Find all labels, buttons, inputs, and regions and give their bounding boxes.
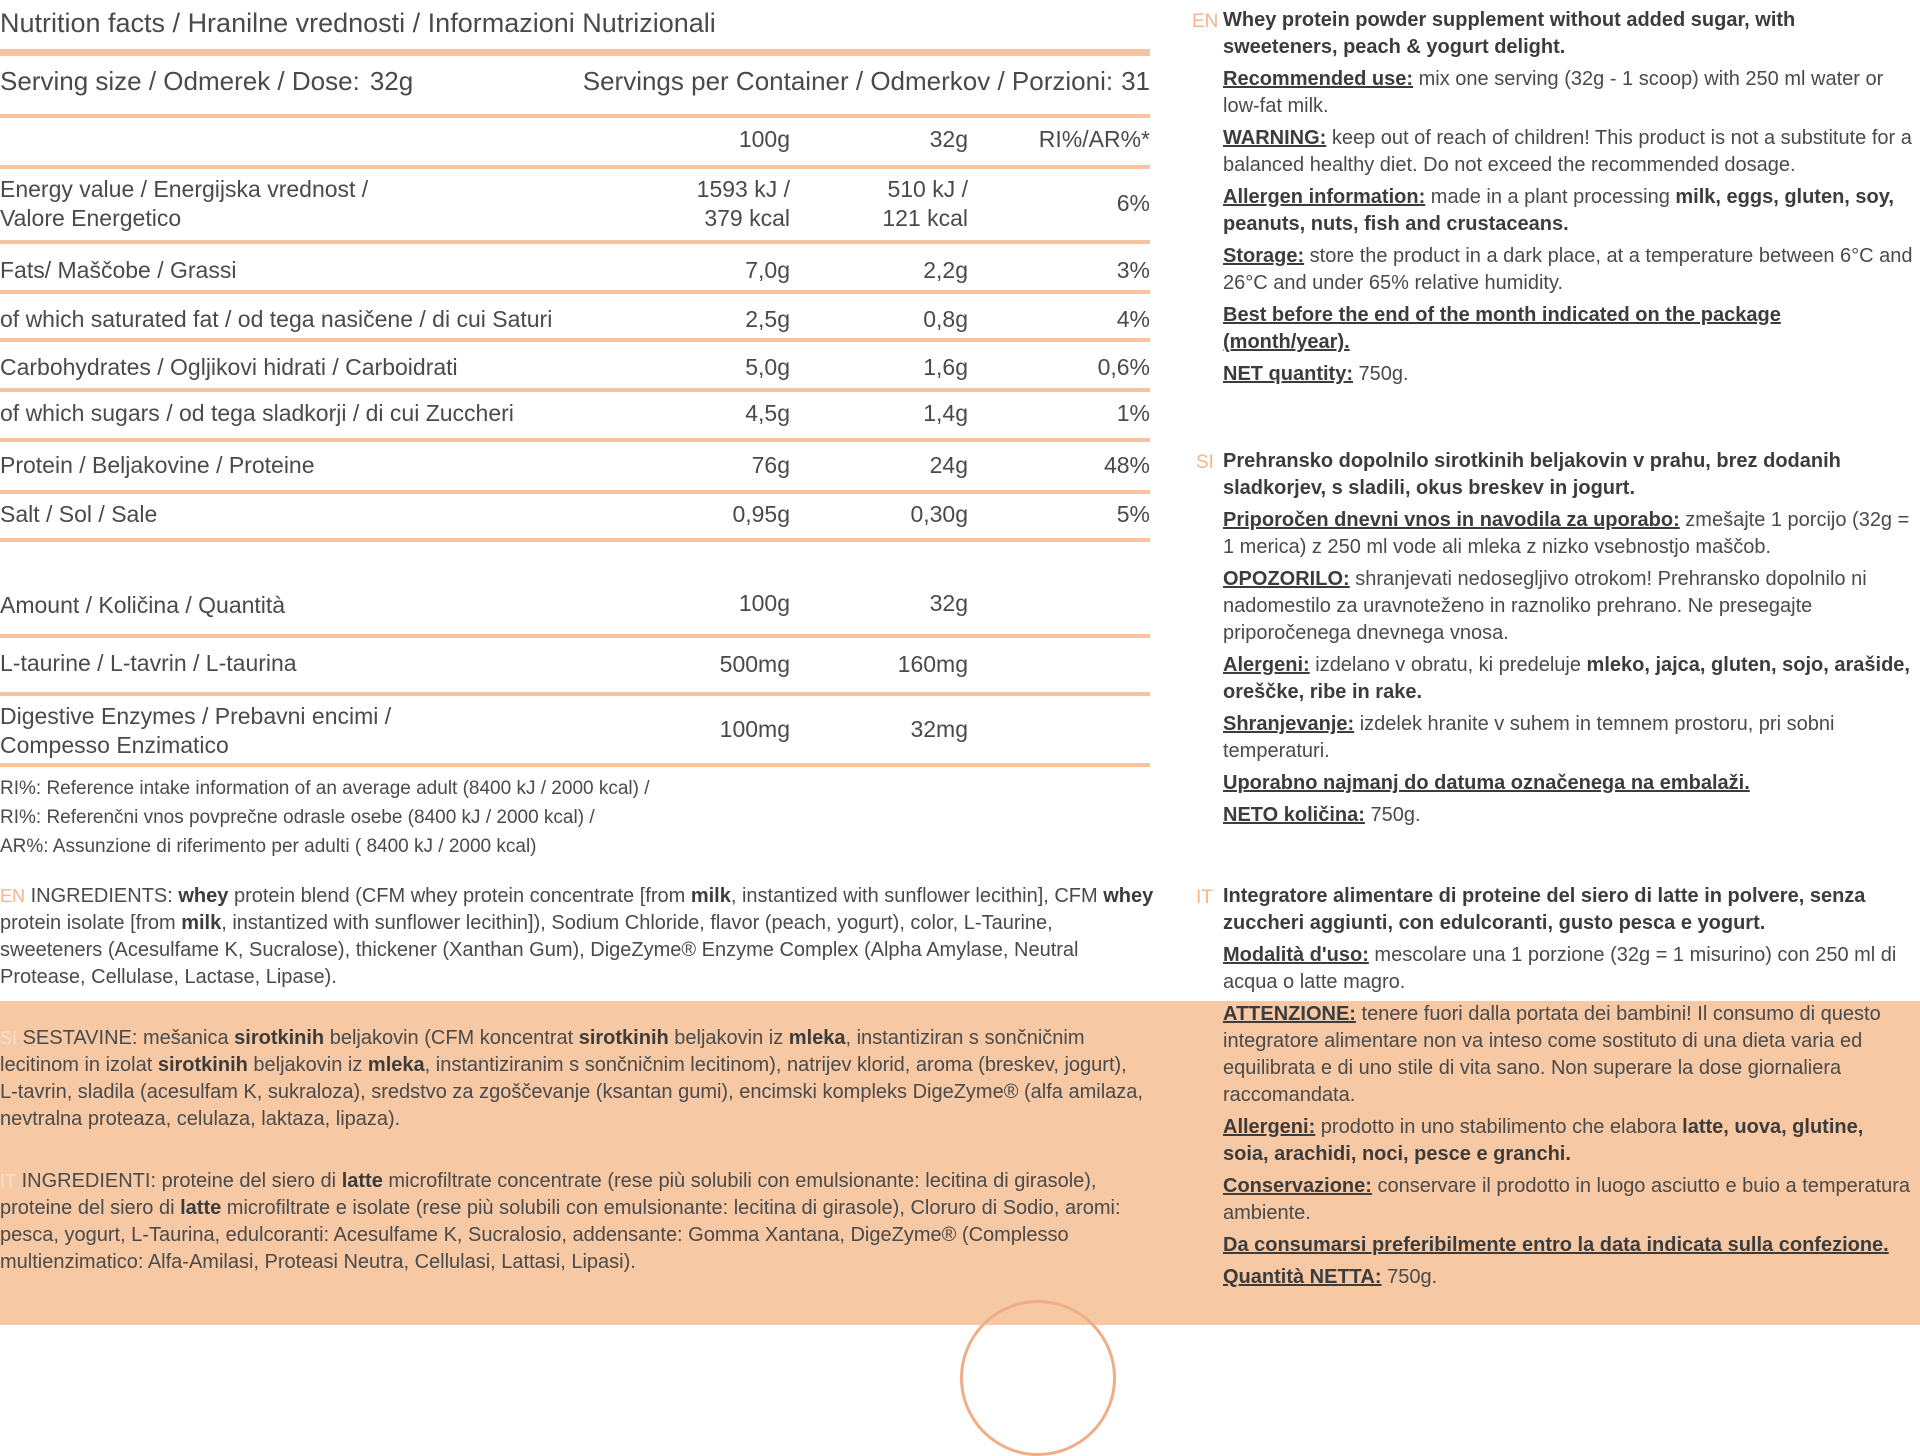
- section-title: Prehransko dopolnilo sirotkinih beljakovin v prahu, brez dodanih sladkorjev, s sladili, okus breskev in jogurt.: [1223, 450, 1841, 499]
- value-per-32g: 1,6g: [923, 354, 968, 380]
- nutrient-name: Carbohydrates / Ogljikovi hidrati / Carboidrati: [0, 354, 458, 380]
- underlined-label: OPOZORILO:: [1223, 568, 1350, 590]
- info-item: [1223, 1001, 1913, 1109]
- amount-100g: 100g: [738, 590, 790, 616]
- text-run: microfiltrate e isolate (rese più solubili con emulsionante: lecitina di girasole), Cloruro di Sodio, aromi: pesca, yogurt, L-Taurina, edulcoranti: Acesulfame K, Sucralosio, addensante: Gomma Xantana, DigeZyme® (Complesso multienzimatico: Alfa-Amilasi, Proteasi Neutra, Cellulasi, Lattasi, Lipasi).: [0, 1197, 1121, 1273]
- header-100g: 100g: [738, 126, 790, 152]
- bold-text: milk, eggs, gluten, soy, peanuts, nuts, fish and crustaceans.: [1223, 186, 1894, 235]
- text-run: prodotto in uno stabilimento che elabora: [1315, 1116, 1683, 1138]
- bold-text: sirotkinih: [578, 1027, 669, 1049]
- lang-tag-en: EN: [1192, 11, 1219, 32]
- ri-percent: 5%: [1116, 501, 1150, 527]
- underlined-label: Best before the end of the month indicated on the package (month/year).: [1223, 304, 1781, 353]
- text-run: protein blend (CFM whey protein concentrate [from: [228, 885, 691, 907]
- value-per-100g: 2,5g: [745, 306, 790, 332]
- right-si-block: [1223, 448, 1913, 834]
- ri-percent: 0,6%: [1097, 354, 1150, 380]
- section-title: Whey protein powder supplement without added sugar, with sweeteners, peach & yogurt delight.: [1223, 9, 1796, 58]
- servings-label: Servings per Container / Odmerkov / Porzioni:: [582, 66, 1114, 96]
- info-item: [1223, 507, 1913, 561]
- underlined-label: Allergeni:: [1223, 1116, 1316, 1138]
- text-run: beljakovin (CFM koncentrat: [324, 1027, 579, 1049]
- table-rule: [0, 388, 1150, 392]
- info-item: [1223, 243, 1913, 297]
- underlined-label: Storage:: [1223, 245, 1305, 267]
- table-rule: [0, 165, 1150, 169]
- text-run: shranjevati nedosegljivo otrokom! Prehransko dopolnilo ni nadomestilo za uravnoteženo in raznoliko prehrano. Ne presegajte priporočenega dnevnega vnosa.: [1223, 568, 1867, 644]
- info-item: [1223, 711, 1913, 765]
- bold-text: latte, uova, glutine, soia, arachidi, noci, pesce e granchi.: [1223, 1116, 1864, 1165]
- table-rule: [0, 763, 1150, 767]
- text-run: microfiltrate concentrate (rese più solubili con emulsionante: lecitina di girasole), proteine del siero di: [0, 1170, 1097, 1219]
- text-run: made in a plant processing: [1425, 186, 1676, 208]
- nutrient-name: Protein / Beljakovine / Proteine: [0, 452, 315, 478]
- header-ri: RI%/AR%*: [1038, 126, 1150, 152]
- value-per-32g: 510 kJ /: [887, 176, 968, 202]
- text-run: , instantiziranim s sončničnim lecitinom), natrijev klorid, aroma (breskev, jogurt), L-tavrin, sladila (acesulfam K, sukraloza), sredstvo za zgoščevanje (ksantan gumi), encimski kompleks DigeZyme® (alfa amilaza, nevtralna proteaza, celulaza, laktaza, lipaza).: [0, 1054, 1143, 1130]
- value-per-32g: 2,2g: [923, 257, 968, 283]
- nutrient-name: Salt / Sol / Sale: [0, 501, 158, 527]
- bold-text: mleka: [367, 1054, 425, 1076]
- ri-percent: 6%: [1116, 190, 1150, 216]
- serving-size: [0, 66, 413, 97]
- nutrient-name: Energy value / Energijska vrednost /: [0, 176, 369, 202]
- ri-percent: 48%: [1103, 452, 1150, 478]
- extra-32g: 32mg: [910, 716, 968, 742]
- text-run: keep out of reach of children! This product is not a substitute for a balanced healthy diet. Do not exceed the recommended dosage.: [1223, 127, 1912, 176]
- serving-size-value: 32g: [369, 66, 414, 96]
- text-run: protein isolate [from: [0, 912, 182, 934]
- underlined-label: Conservazione:: [1223, 1175, 1372, 1197]
- ingredients-it-text: [0, 1170, 1121, 1273]
- extra-100g: 100mg: [719, 716, 790, 742]
- nutrient-name: Fats/ Maščobe / Grassi: [0, 257, 237, 283]
- table-rule: [0, 49, 1150, 56]
- value-per-32g: 1,4g: [923, 400, 968, 426]
- underlined-label: Quantità NETTA:: [1223, 1266, 1382, 1288]
- text-run: 750g.: [1364, 804, 1421, 826]
- text-run: , instantiziran s sončničnim lecitinom in izolat: [0, 1027, 1085, 1076]
- info-item: [1223, 1264, 1913, 1291]
- info-item: [1223, 125, 1913, 179]
- table-rule: [0, 692, 1150, 696]
- bold-text: whey: [178, 885, 229, 907]
- ingredients-en: [0, 883, 1160, 991]
- info-item: [1223, 1232, 1913, 1259]
- header-32g: 32g: [929, 126, 968, 152]
- underlined-label: Modalità d'uso:: [1223, 944, 1369, 966]
- table-rule: [0, 634, 1150, 638]
- ri-percent: 4%: [1116, 306, 1150, 332]
- lang-tag: IT: [0, 1171, 16, 1191]
- servings-value: 31: [1121, 66, 1150, 96]
- lang-tag: SI: [0, 1028, 18, 1048]
- table-rule: [0, 490, 1150, 494]
- table-rule: [0, 538, 1150, 542]
- decorative-circle: [960, 1300, 1116, 1456]
- right-it-block: [1223, 883, 1913, 1296]
- text-run: izdelano v obratu, ki predeluje: [1309, 654, 1587, 676]
- value-per-100g: 76g: [751, 452, 790, 478]
- value-per-100g: 5,0g: [745, 354, 790, 380]
- extra-name: Digestive Enzymes / Prebavni encimi /: [0, 703, 392, 729]
- value-per-100g: 7,0g: [745, 257, 790, 283]
- lang-tag-it: IT: [1196, 887, 1213, 908]
- nutrition-title: Nutrition facts / Hranilne vrednosti / Informazioni Nutrizionali: [0, 8, 716, 38]
- bold-text: mleka: [788, 1027, 846, 1049]
- table-rule: [0, 114, 1150, 118]
- info-item: [1223, 770, 1913, 797]
- text-run: 750g.: [1353, 363, 1409, 385]
- nutrient-name: of which saturated fat / od tega nasičene / di cui Saturi: [0, 306, 553, 332]
- ri-percent: 1%: [1116, 400, 1150, 426]
- servings-per-container: [583, 66, 1150, 97]
- info-item: [1223, 802, 1913, 829]
- ingredients-it: [0, 1168, 1150, 1276]
- underlined-label: Uporabno najmanj do datuma označenega na embalaži.: [1223, 772, 1750, 794]
- text-run: conservare il prodotto in luogo asciutto e buio a temperatura ambiente.: [1223, 1175, 1911, 1224]
- text-run: tenere fuori dalla portata dei bambini! Il consumo di questo integratore alimentare non va inteso come sostituto di una dieta varia ed equilibrata e di uno stile di vita sano. Non superare la dose giornaliera raccomandata.: [1223, 1003, 1881, 1106]
- underlined-label: Da consumarsi preferibilmente entro la data indicata sulla confezione.: [1223, 1234, 1889, 1256]
- text-run: INGREDIENTS:: [30, 885, 179, 907]
- nutrient-name: of which sugars / od tega sladkorji / di cui Zuccheri: [0, 400, 514, 426]
- info-item: [1223, 302, 1913, 356]
- value-per-100g: 4,5g: [745, 400, 790, 426]
- extra-32g: 160mg: [897, 651, 968, 677]
- table-rule: [0, 290, 1150, 294]
- underlined-label: Allergen information:: [1223, 186, 1426, 208]
- right-en-block: [1223, 7, 1913, 393]
- lang-tag-si: SI: [1196, 452, 1214, 473]
- value-per-32g: 0,30g: [910, 501, 968, 527]
- bold-text: milk: [690, 885, 731, 907]
- text-run: , instantized with sunflower lecithin], CFM: [730, 885, 1104, 907]
- underlined-label: Recommended use:: [1223, 68, 1414, 90]
- underlined-label: WARNING:: [1223, 127, 1327, 149]
- text-run: SESTAVINE: mešanica: [22, 1027, 235, 1049]
- info-item: [1223, 361, 1913, 388]
- ingredients-si: [0, 1025, 1150, 1133]
- bold-text: sirotkinih: [157, 1054, 248, 1076]
- info-item: [1223, 184, 1913, 238]
- table-rule: [0, 438, 1150, 442]
- ingredients-en-text: [0, 885, 1153, 988]
- bold-text: mleko, jajca, gluten, sojo, arašide, oreščke, ribe in rake.: [1223, 654, 1910, 703]
- underlined-label: Shranjevanje:: [1223, 713, 1355, 735]
- section-title: Integratore alimentare di proteine del siero di latte in polvere, senza zuccheri aggiunti, con edulcoranti, gusto pesca e yogurt.: [1223, 885, 1866, 934]
- bold-text: latte: [341, 1170, 383, 1192]
- amount-32g: 32g: [929, 590, 968, 616]
- info-item: [1223, 1114, 1913, 1168]
- info-item: [1223, 66, 1913, 120]
- text-run: beljakovin iz: [668, 1027, 789, 1049]
- ri-percent: 3%: [1116, 257, 1150, 283]
- bold-text: sirotkinih: [234, 1027, 325, 1049]
- text-run: INGREDIENTI: proteine del siero di: [21, 1170, 342, 1192]
- value-per-32g: 24g: [929, 452, 968, 478]
- extra-100g: 500mg: [719, 651, 790, 677]
- value-per-32g: 0,8g: [923, 306, 968, 332]
- underlined-label: NET quantity:: [1223, 363, 1353, 385]
- table-rule: [0, 338, 1150, 342]
- info-item: [1223, 652, 1913, 706]
- ri-note: RI%: Reference intake information of an average adult (8400 kJ / 2000 kcal) /: [0, 778, 650, 799]
- value-per-100g: 1593 kJ /: [696, 176, 790, 202]
- text-run: beljakovin iz: [247, 1054, 368, 1076]
- table-rule: [0, 240, 1150, 244]
- ri-note: AR%: Assunzione di riferimento per adulti ( 8400 kJ / 2000 kcal): [0, 836, 537, 857]
- underlined-label: Alergeni:: [1223, 654, 1310, 676]
- text-run: mescolare una 1 porzione (32g = 1 misurino) con 250 ml di acqua o latte magro.: [1223, 944, 1897, 993]
- value-per-100g: 0,95g: [732, 501, 790, 527]
- value-per-100g: 379 kcal: [704, 205, 790, 231]
- bold-text: latte: [180, 1197, 222, 1219]
- text-run: izdelek hranite v suhem in temnem prostoru, pri sobni temperaturi.: [1223, 713, 1835, 762]
- bold-text: whey: [1103, 885, 1154, 907]
- extra-name: Compesso Enzimatico: [0, 732, 229, 758]
- value-per-32g: 121 kcal: [882, 205, 968, 231]
- ri-note: RI%: Referenčni vnos povprečne odrasle osebe (8400 kJ / 2000 kcal) /: [0, 807, 595, 828]
- extra-name: L-taurine / L-tavrin / L-taurina: [0, 650, 297, 676]
- amount-label: Amount / Količina / Quantità: [0, 592, 286, 618]
- serving-size-label: Serving size / Odmerek / Dose:: [0, 66, 360, 96]
- text-run: mix one serving (32g - 1 scoop) with 250 ml water or low-fat milk.: [1223, 68, 1884, 117]
- underlined-label: NETO količina:: [1223, 804, 1365, 826]
- nutrient-name: Valore Energetico: [0, 205, 182, 231]
- info-item: [1223, 1173, 1913, 1227]
- underlined-label: ATTENZIONE:: [1223, 1003, 1356, 1025]
- bold-text: milk: [181, 912, 222, 934]
- underlined-label: Priporočen dnevni vnos in navodila za uporabo:: [1223, 509, 1680, 531]
- text-run: store the product in a dark place, at a temperature between 6°C and 26°C and under 65% relative humidity.: [1223, 245, 1913, 294]
- text-run: zmešajte 1 porcijo (32g = 1 merica) z 250 ml vode ali mleka z nizko vsebnostjo maščob.: [1223, 509, 1910, 558]
- ingredients-si-text: [0, 1027, 1143, 1130]
- text-run: , instantized with sunflower lecithin]), Sodium Chloride, flavor (peach, yogurt), color, L-Taurine, sweeteners (Acesulfame K, Sucralose), thickener (Xanthan Gum), DigeZyme® Enzyme Complex (Alpha Amylase, Neutral Protease, Cellulase, Lactase, Lipase).: [0, 912, 1079, 988]
- info-item: [1223, 942, 1913, 996]
- info-item: [1223, 566, 1913, 647]
- text-run: 750g.: [1381, 1266, 1438, 1288]
- lang-tag: EN: [0, 886, 26, 906]
